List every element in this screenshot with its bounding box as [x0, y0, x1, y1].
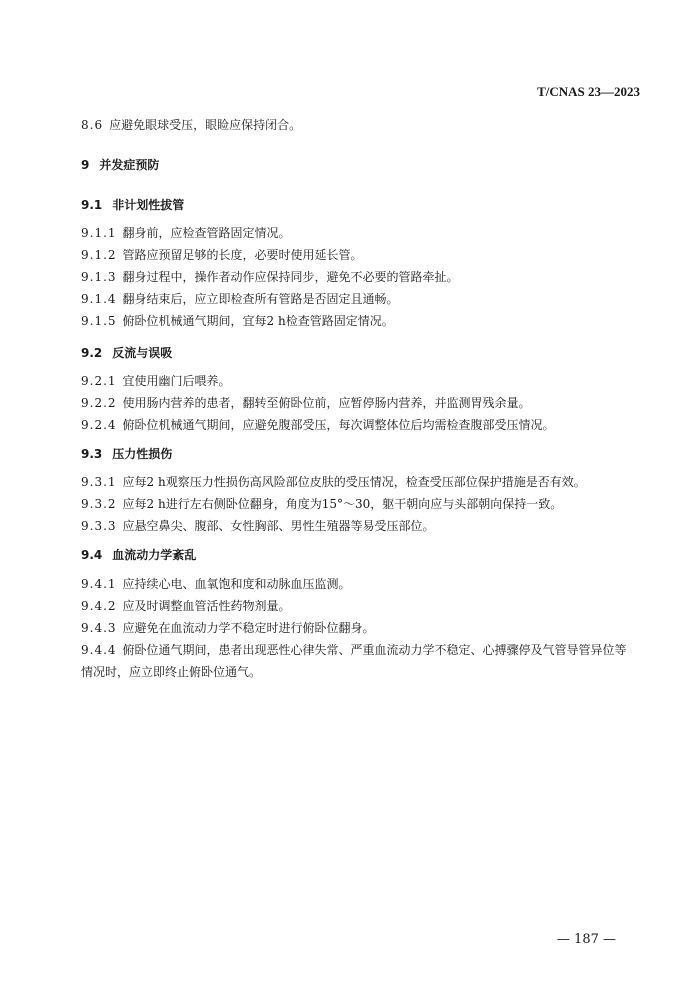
clause-number: 9.1.3 [81, 270, 117, 284]
clause-number: 9.1.2 [81, 248, 117, 262]
section-number: 9.2 [81, 346, 103, 360]
clause-number: 9.1.1 [81, 226, 117, 240]
clause-number: 9.3.3 [81, 519, 117, 533]
clause-number: 9.4.3 [81, 621, 117, 635]
clause-text: 俯卧位机械通气期间，应避免腹部受压，每次调整体位后均需检查腹部受压情况。 [122, 418, 555, 432]
clause-text: 应及时调整血管活性药物剂量。 [122, 599, 291, 613]
clause-9-3-3 [81, 518, 435, 534]
clause-number: 8.6 [81, 118, 104, 132]
section-title: 血流动力学紊乱 [112, 548, 197, 562]
section-heading-9-1 [81, 197, 184, 213]
clause-text: 应每2 h观察压力性损伤高风险部位皮肤的受压情况，检查受压部位保护措施是否有效。 [122, 475, 586, 489]
clause-number: 9.3.2 [81, 497, 117, 511]
chapter-title: 并发症预防 [99, 158, 160, 172]
section-number: 9.4 [81, 548, 103, 562]
clause-9-4-4 [81, 642, 627, 658]
clause-text: 应持续心电、血氧饱和度和动脉血压监测。 [122, 577, 351, 591]
section-heading-9-4 [81, 547, 196, 563]
clause-number: 9.4.2 [81, 599, 117, 613]
clause-text: 翻身结束后，应立即检查所有管路是否固定且通畅。 [122, 292, 399, 306]
clause-8-6 [81, 117, 301, 133]
clause-9-4-2 [81, 598, 291, 614]
clause-number: 9.3.1 [81, 475, 117, 489]
clause-9-3-1 [81, 474, 586, 490]
clause-text: 应避免眼球受压，眼睑应保持闭合。 [109, 118, 302, 132]
clause-number: 9.4.1 [81, 577, 117, 591]
section-title: 压力性损伤 [112, 447, 173, 461]
clause-9-4-4-continuation [81, 664, 261, 680]
clause-number: 9.1.5 [81, 314, 117, 328]
clause-number: 9.1.4 [81, 292, 117, 306]
clause-9-4-3 [81, 620, 375, 636]
section-title: 非计划性拔管 [112, 198, 185, 212]
clause-9-2-4 [81, 417, 555, 433]
clause-text: 翻身前，应检查管路固定情况。 [122, 226, 291, 240]
document-code: T/CNAS 23—2023 [537, 84, 640, 99]
clause-number: 9.2.1 [81, 374, 117, 388]
clause-text: 管路应预留足够的长度，必要时使用延长管。 [122, 248, 363, 262]
clause-text: 俯卧位机械通气期间，宜每2 h检查管路固定情况。 [122, 314, 394, 328]
clause-9-1-3 [81, 269, 459, 285]
clause-text: 翻身过程中，操作者动作应保持同步，避免不必要的管路牵扯。 [122, 270, 459, 284]
clause-9-1-5 [81, 313, 394, 329]
clause-text: 宜使用幽门后喂养。 [122, 374, 231, 388]
section-number: 9.1 [81, 198, 103, 212]
clause-9-2-1 [81, 373, 231, 389]
chapter-heading-9 [81, 157, 159, 173]
clause-text: 应避免在血流动力学不稳定时进行俯卧位翻身。 [122, 621, 375, 635]
section-title: 反流与误吸 [112, 346, 173, 360]
section-heading-9-2 [81, 345, 172, 361]
clause-text: 俯卧位通气期间，患者出现恶性心律失常、严重血流动力学不稳定、心搏骤停及气管导管异位等 [122, 643, 627, 657]
clause-text: 应悬空鼻尖、腹部、女性胸部、男性生殖器等易受压部位。 [122, 519, 435, 533]
chapter-number: 9 [81, 158, 90, 172]
clause-text: 使用肠内营养的患者，翻转至俯卧位前，应暂停肠内营养，并监测胃残余量。 [122, 396, 531, 410]
clause-number: 9.4.4 [81, 643, 117, 657]
clause-9-1-4 [81, 291, 399, 307]
clause-text: 情况时，应立即终止俯卧位通气。 [81, 665, 262, 679]
clause-number: 9.2.2 [81, 396, 117, 410]
section-number: 9.3 [81, 447, 103, 461]
page-number: — 187 — [556, 932, 616, 947]
clause-9-1-1 [81, 225, 291, 241]
clause-9-2-2 [81, 395, 531, 411]
clause-9-1-2 [81, 247, 363, 263]
clause-9-3-2 [81, 496, 562, 512]
clause-9-4-1 [81, 576, 351, 592]
section-heading-9-3 [81, 446, 172, 462]
clause-text: 应每2 h进行左右侧卧位翻身，角度为15°～30，躯干朝向应与头部朝向保持一致。 [122, 497, 563, 511]
clause-number: 9.2.4 [81, 418, 117, 432]
